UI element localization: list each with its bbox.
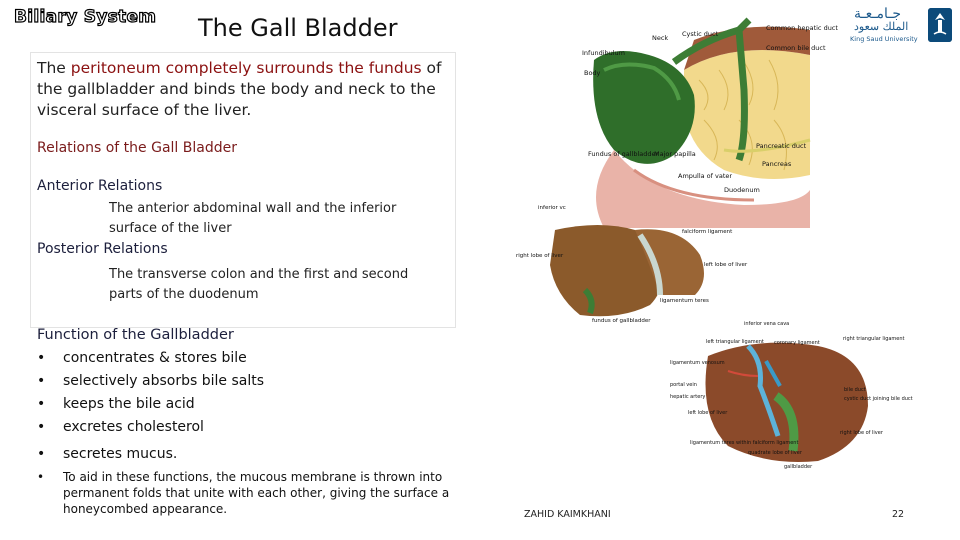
label-pancreatic-duct: Pancreatic duct	[756, 142, 807, 150]
label-fundus: Fundus of gallbladder	[588, 150, 659, 158]
function-heading: Function of the Gallbladder	[37, 327, 234, 343]
label-fundus-gb: fundus of gallbladder	[592, 318, 651, 324]
intro-text-2: of the gallbladder and binds the body and neck to the visceral surface of the liver.	[37, 59, 442, 119]
anterior-heading: Anterior Relations	[37, 178, 163, 194]
list-item-text: secretes mucus.	[63, 446, 178, 462]
list-item-text: keeps the bile acid	[63, 396, 195, 412]
label-body: Body	[584, 69, 601, 77]
label-neck: Neck	[652, 34, 669, 42]
label-left-lobe-liver: left lobe of liver	[688, 410, 728, 416]
page-number: 22	[892, 509, 905, 520]
university-logo	[848, 6, 956, 46]
label-common-hepatic-duct: Common hepatic duct	[766, 24, 838, 32]
gallbladder-anatomy-figure	[574, 0, 838, 228]
bullet: •	[37, 446, 46, 462]
label-quadrate: quadrate lobe of liver	[748, 450, 802, 456]
list-item-text: concentrates & stores bile	[63, 350, 247, 366]
label-right-triangular: right triangular ligament	[843, 336, 905, 342]
label-bile-duct: bile duct	[844, 387, 866, 393]
label-right-lobe: right lobe of liver	[516, 253, 564, 259]
intro-text-1: The	[37, 59, 71, 77]
label-portal-vein: portal vein	[670, 382, 697, 388]
list-item-text: selectively absorbs bile salts	[63, 373, 264, 389]
anterior-text: The anterior abdominal wall and the inferior surface of the liver	[109, 201, 397, 236]
logo-english: King Saud University	[850, 35, 918, 43]
bullet: •	[37, 350, 46, 366]
liver-inferior-figure	[510, 195, 770, 330]
logo-arabic-line1: جـامـعـة	[854, 6, 901, 22]
bullet: •	[37, 419, 46, 435]
footer-author: ZAHID KAIMKHANI	[524, 509, 611, 520]
list-item-text: excretes cholesterol	[63, 419, 204, 435]
label-hepatic-artery: hepatic artery	[670, 394, 706, 400]
bullet: •	[37, 470, 45, 484]
label-lig-teres: ligamentum teres within falciform ligament	[690, 440, 799, 446]
label-gallbladder: gallbladder	[784, 464, 813, 470]
label-major-papilla: Major papilla	[654, 150, 696, 158]
label-cystic-duct-joining: cystic duct joining bile duct	[844, 396, 913, 402]
bullet: •	[37, 396, 46, 412]
list-item-text: To aid in these functions, the mucous membrane is thrown into permanent folds that unite with each other, giving the surface a honeycombed appearance.	[63, 470, 450, 516]
label-right-lobe-liver: right lobe of liver	[840, 430, 883, 436]
intro-paragraph	[37, 58, 442, 121]
label-infundibulum: Infundibulum	[582, 49, 625, 57]
label-common-bile-duct: Common bile duct	[766, 44, 826, 52]
label-cystic-duct: Cystic duct	[682, 30, 719, 38]
section-label: Biliary System	[14, 7, 157, 27]
logo-arabic-line2: الملك سعود	[854, 20, 909, 33]
label-coronary: coronary ligament	[774, 340, 820, 346]
intro-highlight: peritoneum completely surrounds the fundus	[70, 59, 422, 77]
label-lig-venosum: ligamentum venosum	[670, 360, 725, 366]
liver-visceral-figure	[668, 316, 913, 474]
label-falciform: falciform ligament	[682, 229, 733, 235]
posterior-heading: Posterior Relations	[37, 241, 168, 257]
label-duodenum: Duodenum	[724, 186, 760, 194]
posterior-text: The transverse colon and the first and second parts of the duodenum	[109, 267, 409, 302]
relations-title: Relations of the Gall Bladder	[37, 140, 237, 156]
label-ligamentum-teres: ligamentum teres	[660, 298, 709, 304]
label-left-lobe: left lobe of liver	[704, 262, 748, 268]
label-ivc: inferior vena cava	[744, 321, 790, 327]
logo-emblem-icon	[928, 8, 952, 42]
bullet: •	[37, 373, 46, 389]
slide-title: The Gall Bladder	[198, 14, 398, 42]
label-left-triangular: left triangular ligament	[706, 339, 764, 345]
label-ampulla: Ampulla of vater	[678, 172, 733, 180]
label-pancreas: Pancreas	[762, 160, 792, 168]
label-inferior-vc: inferior vc	[538, 205, 566, 211]
